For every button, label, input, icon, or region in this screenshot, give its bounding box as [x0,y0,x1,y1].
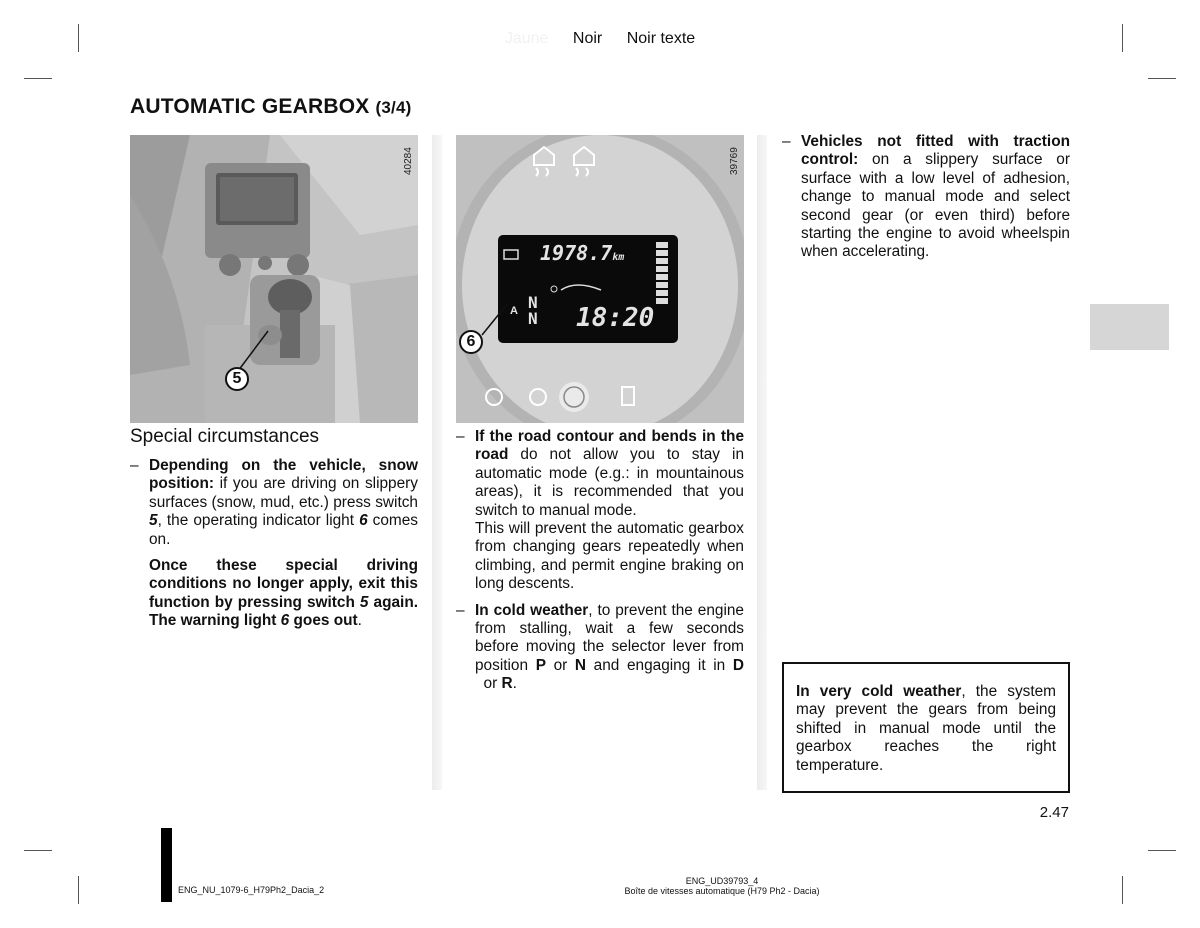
column-divider [757,135,767,790]
footer-bar [161,828,172,902]
gearbox-icons [559,382,589,412]
crop-mark [78,876,79,904]
column-3-text [782,133,1070,262]
cold-weather-note-box: In very cold weather, the system may prevent the gears from being shifted in manual mode until the gearbox reaches the right temperature. [782,662,1070,793]
crop-mark [1122,876,1123,904]
crop-mark [1148,78,1176,79]
gear-selector-figure [130,135,418,423]
callout-5: 5 [225,367,249,391]
color-label-jaune: Jaune [504,30,549,47]
list-dash: – [456,601,465,619]
instrument-panel-figure [456,135,744,423]
gear-indicator-upper: N [528,293,538,312]
gear-indicator-lower: N [528,309,538,328]
crop-mark [1148,850,1176,851]
color-label-noir: Noir [572,30,603,47]
section-subheading: Special circumstances [130,426,320,447]
list-dash: – [456,428,465,445]
gear-selector-illustration [130,135,418,423]
instrument-panel-illustration [456,135,744,423]
footer-chapter-ref: ENG_UD39793_4 Boîte de vitesses automatique (H79 Ph2 - Dacia) [624,876,820,896]
crop-mark [24,850,52,851]
list-item: – Depending on the vehicle, snow position: if you are driving on slippery surfaces (snow, mud, etc.) press switch 5, the operating indicator light 6 comes on. [130,457,419,548]
list-item: – Vehicles not fitted with traction control: on a slippery surface or surface with a low level of adhesion, change to manual mode and select second gear (or even third) before starting the engine to avoid wheelspin when accelerating. [782,133,1070,261]
odometer-reading [540,241,624,265]
list-dash: – [782,133,791,150]
column-2-text [456,428,744,694]
special-conditions-note: Once these special driving conditions no longer apply, exit this function by pressing switch 5 again. The warning light 6 goes out. [149,557,419,630]
footer-doc-ref: ENG_NU_1079-6_H79Ph2_Dacia_2 [178,885,325,895]
page-title-part: (3/4) [375,98,412,117]
crop-mark [24,78,52,79]
page-title [130,95,411,119]
page-number: 2.47 [1039,804,1069,821]
section-tab [1090,304,1169,350]
print-color-labels [0,30,1200,48]
page-title-main: AUTOMATIC GEARBOX [130,95,370,118]
figure-code: 40284 [403,147,414,175]
callout-6: 6 [459,330,483,354]
color-label-noir-texte: Noir texte [626,30,696,47]
figure-code: 39769 [729,147,740,175]
list-dash: – [130,457,139,474]
gear-indicator [528,295,538,327]
auto-mode-letter: A [510,305,518,317]
odometer-value: 1978.7 [540,241,613,265]
column-divider [432,135,442,790]
list-item: – In cold weather, to prevent the engine from stalling, wait a few seconds before moving the selector lever from position P or N and engaging it in D or R. [456,601,744,693]
odometer-unit: km [612,252,625,263]
dashboard-clock: 18:20 [576,303,655,333]
list-item: – If the road contour and bends in the road do not allow you to stay in automatic mode (e.g.: in mountainous areas), it is recommended that you switch to manual mode. This will prevent the automatic gearbox from changing gears repeatedly when climbing, and permit engine braking on long descents. [456,428,744,593]
column-1-text [130,457,418,631]
